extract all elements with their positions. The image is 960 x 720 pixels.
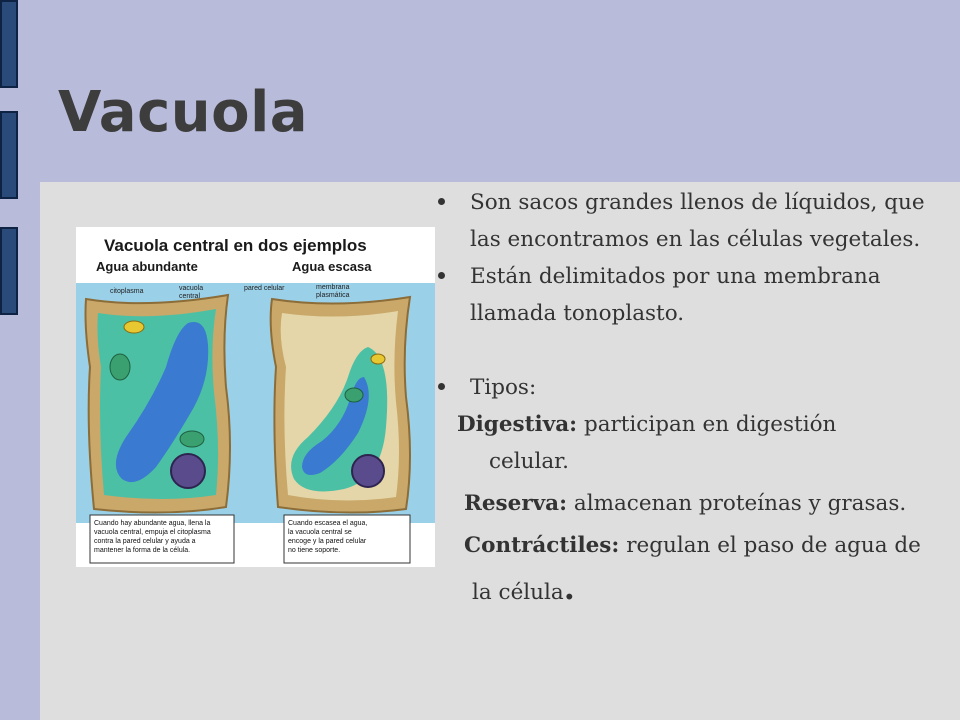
- bullet-dot-icon: [438, 198, 445, 205]
- side-decoration-bar-3: [0, 227, 18, 315]
- vacuole-illustration: [76, 227, 435, 567]
- right-organelle: [371, 354, 385, 364]
- type-desc-cont: celular.: [489, 449, 569, 474]
- figure-heading: Vacuola central en dos ejemplos: [104, 236, 367, 255]
- right-nucleus: [352, 455, 384, 487]
- type-desc: almacenan proteínas y grasas.: [573, 491, 907, 516]
- type-term: Digestiva:: [457, 412, 578, 437]
- type-reserva: [438, 485, 953, 522]
- type-desc-cont: la célula.: [472, 569, 575, 607]
- bullet-item: [438, 258, 953, 332]
- type-desc: regulan el paso de agua de: [626, 533, 921, 558]
- bullet-item: [438, 184, 953, 258]
- right-caption: Cuando escasea el agua, la vacuola central se encoge y la pared celular no tiene soporte.: [288, 520, 368, 554]
- type-contractiles: [438, 527, 953, 611]
- slide-title: Vacuola: [58, 80, 309, 145]
- type-term: Contráctiles:: [464, 533, 620, 558]
- left-caption: Cuando hay abundante agua, llena la vacuola central, empuja el citoplasma contra la pared celular y ayuda a mantener la forma de la célula.: [94, 520, 211, 554]
- label-cytoplasm: citoplasma: [110, 288, 144, 295]
- bullet-dot-icon: [438, 272, 445, 279]
- label-vacuole-2: central: [179, 293, 201, 300]
- bullet-item: [438, 369, 953, 406]
- right-chloroplast-1: [345, 388, 363, 402]
- bullet-text: Están delimitados por una membrana llamada tonoplasto.: [470, 264, 881, 326]
- bullet-text: Son sacos grandes llenos de líquidos, que las encontramos en las células vegetales.: [470, 190, 925, 252]
- bullet-list: [438, 184, 953, 611]
- bullet-text: Tipos:: [470, 375, 537, 400]
- label-membrane-1: membrana: [316, 284, 350, 291]
- bullet-dot-icon: [438, 383, 445, 390]
- type-term: Reserva:: [464, 491, 568, 516]
- label-vacuole-1: vacuola: [179, 285, 204, 292]
- side-decoration-bar-2: [0, 111, 18, 199]
- side-decoration-bar-1: [0, 0, 18, 88]
- type-desc: participan en digestión: [583, 412, 837, 437]
- left-panel-title: Agua abundante: [96, 259, 198, 274]
- closing-period: .: [563, 569, 575, 607]
- left-organelle: [124, 321, 144, 333]
- left-chloroplast-1: [110, 354, 130, 380]
- label-cell-wall: pared celular: [244, 285, 285, 292]
- vacuole-diagram: [76, 227, 435, 567]
- left-chloroplast-2: [180, 431, 204, 447]
- left-nucleus: [171, 454, 205, 488]
- type-digestiva: [438, 406, 953, 480]
- right-panel-title: Agua escasa: [292, 259, 372, 274]
- label-membrane-2: plasmática: [316, 292, 350, 299]
